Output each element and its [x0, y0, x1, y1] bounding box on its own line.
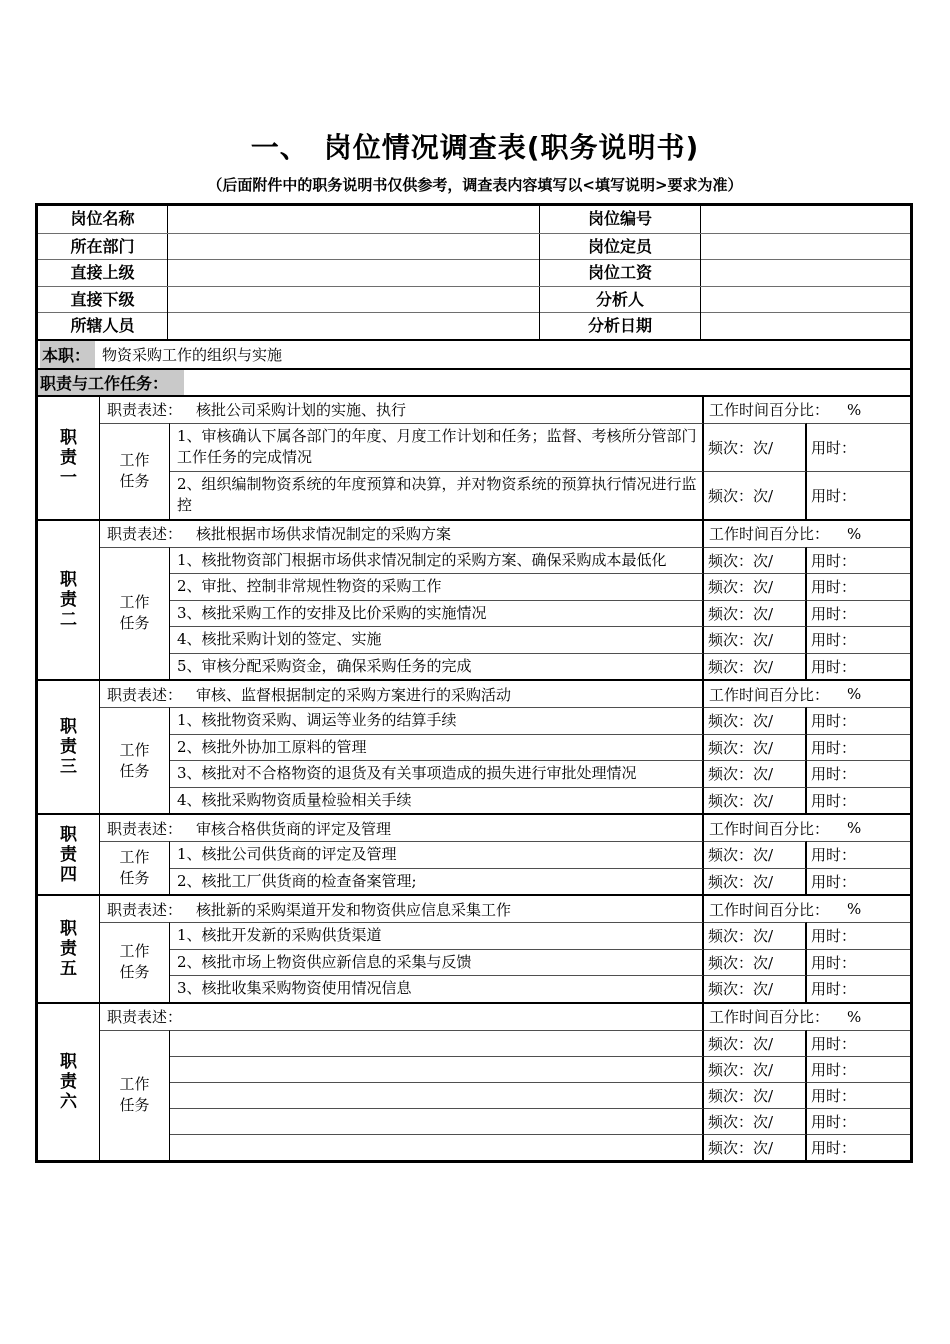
task-text-cell[interactable] [170, 1082, 704, 1108]
time-percent-cell [704, 681, 910, 707]
duty-desc-cell [100, 1004, 704, 1030]
frequency-cell[interactable]: 频次：次/ [704, 1082, 807, 1108]
time-percent-label: 工作时间百分比： [709, 819, 830, 838]
info-table-row [38, 206, 910, 233]
info-table-row [38, 259, 910, 286]
info-field-left[interactable] [168, 260, 540, 286]
task-group-label: 工作任务 [119, 451, 150, 490]
duty-desc-cell [100, 815, 704, 841]
page-title: 一、 岗位情况调查表(职务说明书) [250, 131, 700, 164]
duty-desc-label: 职责表述： [107, 1008, 183, 1026]
task-text-cell: 1、核批开发新的采购供货渠道 [170, 922, 704, 949]
task-group-cell [100, 922, 170, 1002]
main-duty-value: 物资采购工作的组织与实施 [102, 345, 283, 364]
time-percent-unit: % [847, 1007, 862, 1026]
duty-name-label: 职责二 [60, 569, 77, 630]
frequency-cell[interactable]: 频次：次/ [704, 707, 807, 734]
frequency-cell[interactable]: 频次：次/ [704, 975, 807, 1002]
duty-block [38, 1002, 910, 1160]
task-text-cell: 1、核批公司供货商的评定及管理 [170, 841, 704, 868]
time-percent-label: 工作时间百分比： [709, 1008, 830, 1026]
time-percent-cell [704, 1004, 910, 1030]
survey-table [35, 203, 913, 1163]
task-text-cell: 2、核批工厂供货商的检查备案管理; [170, 868, 704, 895]
duty-desc-cell [100, 397, 704, 423]
duty-desc-text: 审核合格供货商的评定及管理 [196, 819, 392, 838]
frequency-cell[interactable]: 频次：次/ [704, 1056, 807, 1082]
time-used-cell[interactable]: 用时： [807, 1056, 910, 1082]
frequency-cell[interactable]: 频次：次/ [704, 760, 807, 787]
duties-section-header-row [38, 368, 910, 395]
frequency-cell[interactable]: 频次：次/ [704, 1108, 807, 1134]
duties-section-header: 职责与工作任务： [38, 370, 184, 395]
duty-block [38, 395, 910, 519]
frequency-cell[interactable]: 频次：次/ [704, 841, 807, 868]
time-percent-unit: % [847, 524, 862, 543]
info-label-right: 岗位工资 [540, 260, 701, 286]
duty-name-cell [38, 521, 100, 680]
task-text-cell: 2、组织编制物资系统的年度预算和决算，并对物资系统的预算执行情况进行监控 [170, 471, 704, 519]
time-used-cell[interactable]: 用时： [807, 949, 910, 976]
info-field-left[interactable] [168, 287, 540, 313]
time-percent-unit: % [847, 819, 862, 837]
duty-name-label: 职责三 [60, 717, 77, 777]
frequency-cell[interactable]: 频次：次/ [704, 573, 807, 600]
time-used-cell[interactable]: 用时： [807, 975, 910, 1002]
main-duty-row [38, 339, 910, 368]
time-percent-label: 工作时间百分比： [709, 685, 830, 704]
info-label-right: 分析日期 [540, 313, 701, 339]
time-used-cell[interactable]: 用时： [807, 760, 910, 787]
task-group-cell [100, 707, 170, 813]
info-label-right: 岗位定员 [540, 234, 701, 260]
time-used-cell[interactable]: 用时： [807, 868, 910, 895]
duty-name-cell [38, 1004, 100, 1160]
info-field-left[interactable] [168, 313, 540, 339]
task-text-cell: 1、核批物资部门根据市场供求情况制定的采购方案、确保采购成本最低化 [170, 547, 704, 574]
duty-desc-text: 审核、监督根据制定的采购方案进行的采购活动 [196, 685, 512, 704]
duty-block [38, 813, 910, 894]
duty-desc-label: 职责表述： [107, 900, 183, 919]
time-used-cell[interactable]: 用时： [807, 707, 910, 734]
info-table-row [38, 312, 910, 339]
task-group-label: 工作任务 [119, 848, 150, 887]
time-used-cell[interactable]: 用时： [807, 1030, 910, 1056]
time-percent-cell [704, 521, 910, 547]
duty-desc-text: 核批新的采购渠道开发和物资供应信息采集工作 [196, 900, 512, 919]
task-group-cell [100, 841, 170, 894]
duty-desc-cell [100, 521, 704, 547]
time-percent-cell [704, 815, 910, 841]
duty-desc-label: 职责表述： [107, 685, 183, 704]
task-text-cell: 3、核批收集采购物资使用情况信息 [170, 975, 704, 1002]
time-used-cell[interactable]: 用时： [807, 626, 910, 653]
frequency-cell[interactable]: 频次：次/ [704, 547, 807, 574]
task-text-cell[interactable] [170, 1030, 704, 1056]
info-label-left: 直接下级 [38, 287, 168, 313]
duty-desc-label: 职责表述： [107, 401, 183, 419]
task-group-cell [100, 423, 170, 519]
time-used-cell[interactable]: 用时： [807, 600, 910, 627]
task-text-cell: 1、审核确认下属各部门的年度、月度工作计划和任务；监督、考核所分管部门工作任务的完成情况 [170, 423, 704, 471]
frequency-cell[interactable]: 频次：次/ [704, 653, 807, 680]
frequency-cell[interactable]: 频次：次/ [704, 626, 807, 653]
time-used-cell[interactable]: 用时： [807, 547, 910, 574]
info-field-right[interactable] [701, 234, 910, 260]
duty-desc-cell [100, 896, 704, 922]
info-label-left: 岗位名称 [38, 206, 168, 233]
task-text-cell: 3、核批对不合格物资的退货及有关事项造成的损失进行审批处理情况 [170, 760, 704, 787]
info-field-left[interactable] [168, 206, 540, 233]
info-field-left[interactable] [168, 234, 540, 260]
frequency-cell[interactable]: 频次：次/ [704, 734, 807, 761]
time-used-cell[interactable]: 用时： [807, 471, 910, 519]
info-label-left: 所在部门 [38, 234, 168, 260]
time-used-cell[interactable]: 用时： [807, 423, 910, 471]
time-percent-label: 工作时间百分比： [709, 525, 830, 543]
task-text-cell: 1、核批物资采购、调运等业务的结算手续 [170, 707, 704, 734]
info-label-right: 岗位编号 [540, 206, 701, 233]
frequency-cell[interactable]: 频次：次/ [704, 868, 807, 895]
duty-desc-text: 核批公司采购计划的实施、执行 [196, 401, 407, 419]
time-percent-unit: % [847, 685, 862, 703]
task-text-cell: 2、审批、控制非常规性物资的采购工作 [170, 573, 704, 600]
info-field-right[interactable] [701, 287, 910, 313]
time-percent-label: 工作时间百分比： [709, 401, 830, 419]
time-used-cell[interactable]: 用时： [807, 1108, 910, 1134]
time-percent-unit: % [847, 400, 862, 419]
task-group-label: 工作任务 [119, 740, 150, 780]
duty-name-label: 职责四 [60, 824, 77, 885]
frequency-cell[interactable]: 频次：次/ [704, 423, 807, 471]
task-text-cell[interactable] [170, 1108, 704, 1134]
duty-name-label: 职责五 [60, 918, 77, 979]
time-used-cell[interactable]: 用时： [807, 653, 910, 680]
task-text-cell[interactable] [170, 1056, 704, 1082]
task-group-label: 工作任务 [119, 1075, 150, 1114]
info-table-row [38, 286, 910, 313]
duty-block [38, 679, 910, 813]
duty-desc-text: 核批根据市场供求情况制定的采购方案 [196, 525, 452, 543]
info-field-right[interactable] [701, 260, 910, 286]
task-text-cell: 3、核批采购工作的安排及比价采购的实施情况 [170, 600, 704, 627]
time-used-cell[interactable]: 用时： [807, 1082, 910, 1108]
info-label-right: 分析人 [540, 287, 701, 313]
task-text-cell: 2、核批外协加工原料的管理 [170, 734, 704, 761]
task-text-cell: 4、核批采购物资质量检验相关手续 [170, 787, 704, 814]
info-label-left: 直接上级 [38, 260, 168, 286]
frequency-cell[interactable]: 频次：次/ [704, 949, 807, 976]
duty-name-cell [38, 681, 100, 813]
duty-blocks-container [38, 395, 910, 1160]
time-used-cell[interactable]: 用时： [807, 922, 910, 949]
time-used-cell[interactable]: 用时： [807, 734, 910, 761]
task-group-label: 工作任务 [119, 942, 150, 982]
time-used-cell[interactable]: 用时： [807, 787, 910, 814]
task-group-cell [100, 547, 170, 680]
duty-name-label: 职责六 [60, 1051, 77, 1112]
task-group-label: 工作任务 [119, 593, 150, 633]
frequency-cell[interactable]: 频次：次/ [704, 1134, 807, 1160]
time-used-cell[interactable]: 用时： [807, 1134, 910, 1160]
duty-name-cell [38, 815, 100, 894]
duty-block [38, 519, 910, 680]
position-info-table [38, 206, 910, 339]
frequency-cell[interactable]: 频次：次/ [704, 1030, 807, 1056]
time-percent-cell [704, 397, 910, 423]
duty-desc-cell [100, 681, 704, 707]
page-subtitle: （后面附件中的职务说明书仅供参考，调查表内容填写以<填写说明>要求为准） [207, 176, 743, 194]
info-table-row [38, 233, 910, 260]
main-duty-label: 本职： [40, 341, 95, 368]
time-percent-cell [704, 896, 910, 922]
info-field-right[interactable] [701, 313, 910, 339]
duty-name-label: 职责一 [60, 427, 77, 488]
time-used-cell[interactable]: 用时： [807, 841, 910, 868]
info-label-left: 所辖人员 [38, 313, 168, 339]
frequency-cell[interactable]: 频次：次/ [704, 787, 807, 814]
duty-name-cell [38, 397, 100, 519]
task-text-cell[interactable] [170, 1134, 704, 1160]
frequency-cell[interactable]: 频次：次/ [704, 471, 807, 519]
duty-name-cell [38, 896, 100, 1002]
time-percent-unit: % [847, 900, 862, 918]
frequency-cell[interactable]: 频次：次/ [704, 600, 807, 627]
frequency-cell[interactable]: 频次：次/ [704, 922, 807, 949]
task-text-cell: 5、审核分配采购资金，确保采购任务的完成 [170, 653, 704, 680]
duty-desc-label: 职责表述： [107, 819, 183, 838]
info-field-right[interactable] [701, 206, 910, 233]
time-used-cell[interactable]: 用时： [807, 573, 910, 600]
task-text-cell: 4、核批采购计划的签定、实施 [170, 626, 704, 653]
task-text-cell: 2、核批市场上物资供应新信息的采集与反馈 [170, 949, 704, 976]
duty-block [38, 894, 910, 1002]
duty-desc-label: 职责表述： [107, 525, 183, 543]
time-percent-label: 工作时间百分比： [709, 900, 830, 919]
task-group-cell [100, 1030, 170, 1160]
